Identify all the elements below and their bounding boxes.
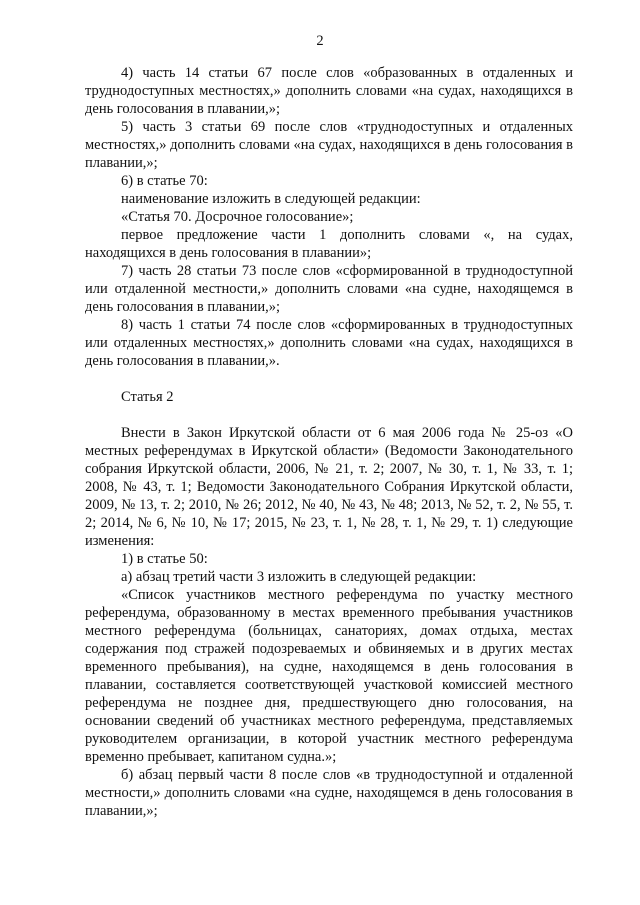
paragraph-subitem-b: б) абзац первый части 8 после слов «в труднодоступной и отдаленной местности,» дополнить словами «на судне, находящемся в день голосования в плавании,»; [85, 767, 573, 819]
paragraph-quoted-text: «Список участников местного референдума по участку местного референдума, образованному в местах временного пребывания участников местного референдума (больницах, санаториях, домах отдыха, местах содержания под стражей подозреваемых и обвиняемых и в других местах временного пребывания), на судне, находящемся в день голосования в плавании, составляется соответствующей участковой комиссией местного референдума не позднее дня, предшествующего дню голосования, на основании сведений об участниках местного референдума, представляемых руководителем организации, в которой участник местного референдума временно пребывает, капитаном судна.»; [85, 587, 573, 765]
article-2-heading: Статья 2 [121, 389, 174, 405]
spacer [85, 370, 573, 388]
paragraph-item-8: 8) часть 1 статьи 74 после слов «сформированных в труднодоступных или отдаленных местностях,» дополнить словами «на судах, находящихся в день голосования в плавании,». [85, 317, 573, 369]
paragraph-first-sentence: первое предложение части 1 дополнить словами «, на судах, находящихся в день голосования в плавании»; [85, 227, 573, 261]
paragraph-item-7: 7) часть 28 статьи 73 после слов «сформированной в труднодоступной или отдаленной местности,» дополнить словами «на судне, находящемся в день голосования в плавании,»; [85, 263, 573, 315]
paragraph-item-6: 6) в статье 70: [121, 173, 208, 189]
paragraph-article-50: 1) в статье 50: [121, 551, 208, 567]
paragraph-subitem-a: а) абзац третий части 3 изложить в следующей редакции: [121, 569, 477, 585]
paragraph-new-title: «Статья 70. Досрочное голосование»; [121, 209, 354, 225]
paragraph-item-5: 5) часть 3 статьи 69 после слов «труднодоступных и отдаленных местностях,» дополнить словами «на судах, находящихся в день голосования в плавании,»; [85, 119, 573, 171]
page-number: 2 [316, 33, 324, 49]
spacer [85, 406, 573, 424]
document-body [85, 64, 573, 820]
paragraph-amendment-intro: Внести в Закон Иркутской области от 6 мая 2006 года № 25-оз «О местных референдумах в Иркутской области» (Ведомости Законодательного собрания Иркутской области, 2006, № 21, т. 2; 2007, № 30, т. 1, № 33, т. 1; 2008, № 43, т. 1; Ведомости Законодательного Собрания Иркутской области, 2009, № 13, т. 2; 2010, № 26; 2012, № 40, № 43, № 48; 2013, № 52, т. 2, № 55, т. 2; 2014, № 6, № 10, № 17; 2015, № 23, т. 1, № 28, т. 1, № 29, т. 1) следующие изменения: [85, 425, 573, 549]
paragraph-title-instruction: наименование изложить в следующей редакции: [121, 191, 421, 207]
paragraph-item-4: 4) часть 14 статьи 67 после слов «образованных в отдаленных и труднодоступных местностях,» дополнить словами «на судах, находящихся в день голосования в плавании,»; [85, 65, 573, 117]
